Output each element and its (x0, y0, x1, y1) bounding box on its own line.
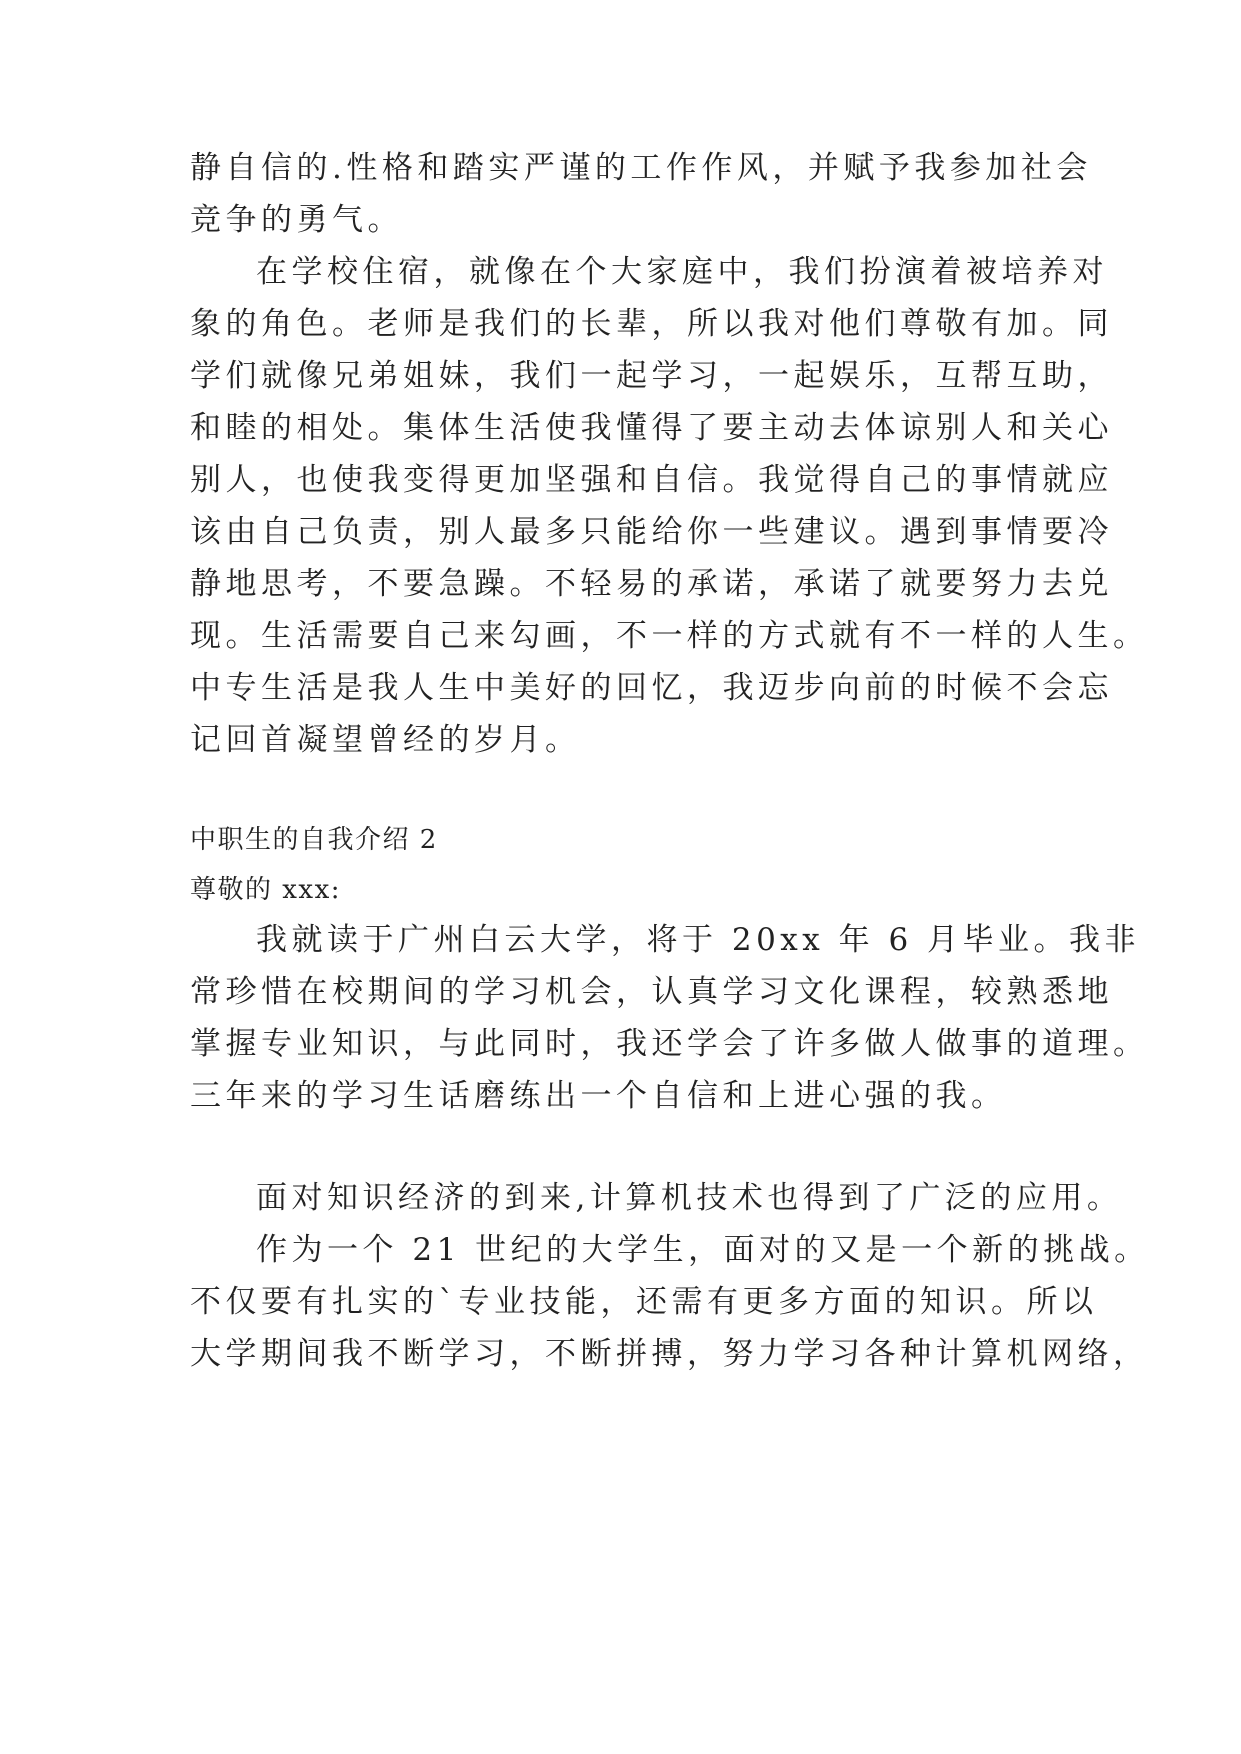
paragraph-line: 不仅要有扎实的`专业技能，还需有更多方面的知识。所以 (190, 1284, 1098, 1320)
paragraph-line: 学们就像兄弟姐妹，我们一起学习，一起娱乐，互帮互助， (190, 358, 1113, 394)
paragraph-line: 象的角色。老师是我们的长辈，所以我对他们尊敬有加。同 (190, 306, 1113, 342)
paragraph-line: 现。生活需要自己来勾画，不一样的方式就有不一样的人生。 (190, 618, 1149, 654)
paragraph-line: 我就读于广州白云大学，将于 20xx 年 6 月毕业。我非 (256, 922, 1141, 958)
paragraph-line: 掌握专业知识，与此同时，我还学会了许多做人做事的道理。 (190, 1026, 1149, 1062)
paragraph-line: 作为一个 21 世纪的大学生，面对的又是一个新的挑战。 (256, 1232, 1150, 1268)
salutation: 尊敬的 xxx: (190, 875, 342, 905)
paragraph-line: 中专生活是我人生中美好的回忆，我迈步向前的时候不会忘 (190, 670, 1113, 706)
paragraph-line: 大学期间我不断学习，不断拼搏，努力学习各种计算机网络， (190, 1336, 1149, 1372)
paragraph-line: 静地思考，不要急躁。不轻易的承诺，承诺了就要努力去兑 (190, 566, 1113, 602)
section-title: 中职生的自我介绍 2 (190, 825, 438, 855)
paragraph-line: 在学校住宿，就像在个大家庭中，我们扮演着被培养对 (256, 254, 1108, 290)
paragraph-line: 面对知识经济的到来,计算机技术也得到了广泛的应用。 (256, 1180, 1123, 1216)
paragraph-line: 和睦的相处。集体生活使我懂得了要主动去体谅别人和关心 (190, 410, 1113, 446)
paragraph-line: 该由自己负责，别人最多只能给你一些建议。遇到事情要冷 (190, 514, 1113, 550)
paragraph-line: 竞争的勇气。 (190, 202, 403, 238)
paragraph-line: 静自信的.性格和踏实严谨的工作作风，并赋予我参加社会 (190, 150, 1092, 186)
paragraph-line: 记回首凝望曾经的岁月。 (190, 722, 581, 758)
paragraph-line: 常珍惜在校期间的学习机会，认真学习文化课程，较熟悉地 (190, 974, 1113, 1010)
paragraph-line: 别人，也使我变得更加坚强和自信。我觉得自己的事情就应 (190, 462, 1113, 498)
paragraph-line: 三年来的学习生话磨练出一个自信和上进心强的我。 (190, 1078, 1007, 1114)
